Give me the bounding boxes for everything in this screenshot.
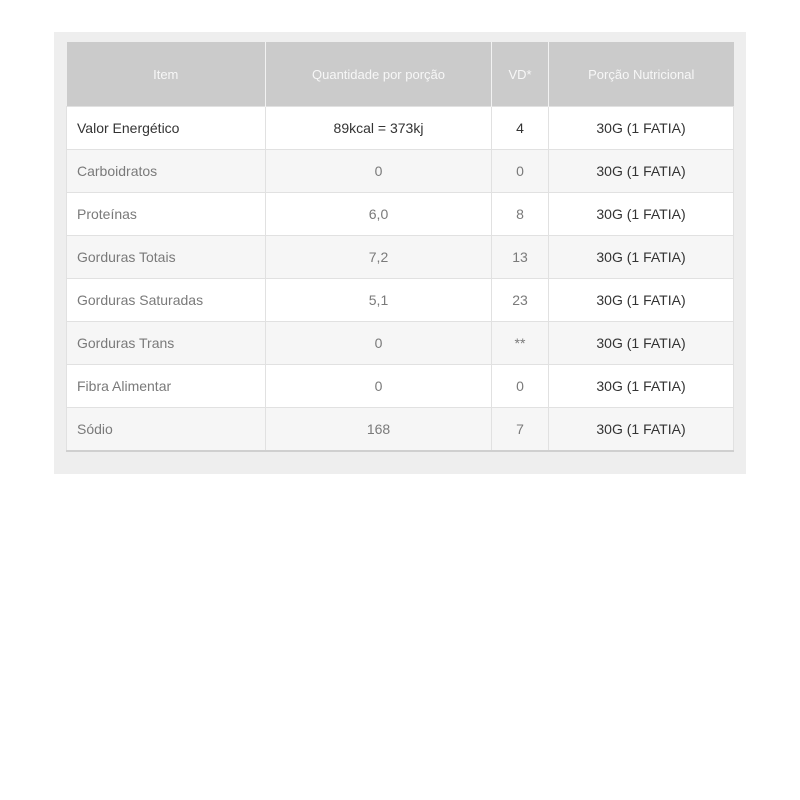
cell-portion: 30G (1 FATIA) (549, 236, 734, 279)
cell-quantity: 168 (266, 408, 492, 452)
cell-vd: ** (492, 322, 549, 365)
cell-quantity: 5,1 (266, 279, 492, 322)
header-vd: VD* (492, 42, 549, 107)
table-row (67, 365, 734, 408)
cell-portion: 30G (1 FATIA) (549, 279, 734, 322)
cell-item: Fibra Alimentar (67, 365, 266, 408)
cell-vd: 0 (492, 365, 549, 408)
table-row (67, 150, 734, 193)
cell-vd: 4 (492, 107, 549, 150)
table-row (67, 408, 734, 452)
table-row (67, 193, 734, 236)
table-row (67, 236, 734, 279)
table-row (67, 107, 734, 150)
cell-item: Gorduras Totais (67, 236, 266, 279)
cell-quantity: 0 (266, 365, 492, 408)
cell-vd: 23 (492, 279, 549, 322)
cell-portion: 30G (1 FATIA) (549, 322, 734, 365)
cell-quantity: 0 (266, 150, 492, 193)
cell-quantity: 0 (266, 322, 492, 365)
cell-portion: 30G (1 FATIA) (549, 365, 734, 408)
header-row (67, 42, 734, 107)
cell-item: Gorduras Trans (67, 322, 266, 365)
cell-quantity: 6,0 (266, 193, 492, 236)
nutrition-panel (54, 32, 746, 474)
cell-quantity: 7,2 (266, 236, 492, 279)
cell-item: Valor Energético (67, 107, 266, 150)
header-quantity: Quantidade por porção (266, 42, 492, 107)
cell-portion: 30G (1 FATIA) (549, 150, 734, 193)
cell-portion: 30G (1 FATIA) (549, 107, 734, 150)
cell-vd: 7 (492, 408, 549, 452)
cell-portion: 30G (1 FATIA) (549, 408, 734, 452)
cell-item: Sódio (67, 408, 266, 452)
cell-portion: 30G (1 FATIA) (549, 193, 734, 236)
cell-item: Gorduras Saturadas (67, 279, 266, 322)
table-row (67, 279, 734, 322)
cell-vd: 0 (492, 150, 549, 193)
nutrition-table (66, 42, 734, 452)
header-portion: Porção Nutricional (549, 42, 734, 107)
cell-quantity: 89kcal = 373kj (266, 107, 492, 150)
cell-vd: 13 (492, 236, 549, 279)
cell-vd: 8 (492, 193, 549, 236)
cell-item: Proteínas (67, 193, 266, 236)
table-row (67, 322, 734, 365)
table-header (67, 42, 734, 107)
table-body (67, 107, 734, 452)
header-item: Item (67, 42, 266, 107)
cell-item: Carboidratos (67, 150, 266, 193)
